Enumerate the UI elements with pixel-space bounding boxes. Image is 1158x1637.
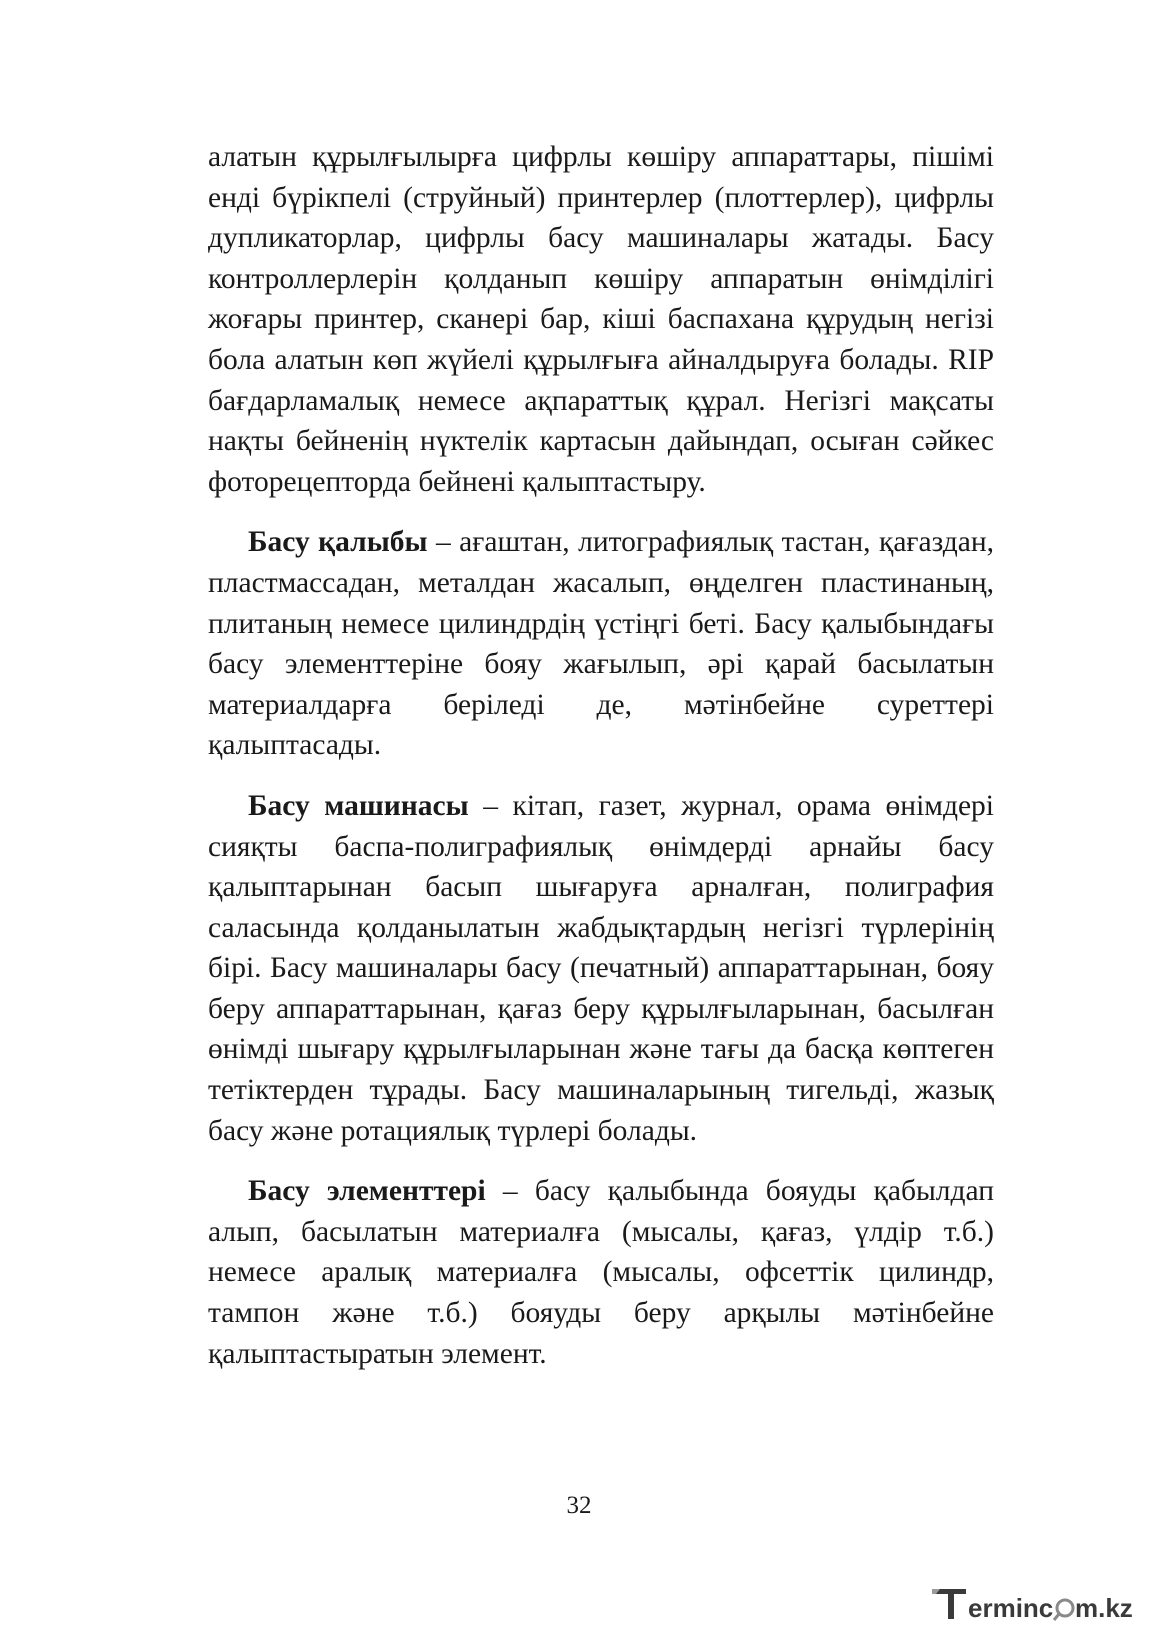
definition-term: Басу қалыбы bbox=[248, 526, 428, 559]
definition-text: кітап, газет, журнал, орама өнімдері сияқты баспа-полиграфиялық өнімдерді арнайы басу қалыптарынан басып шығаруға арналған, полиграфия саласында қолданылатын жабдықтардың негізгі түрлерінің бірі. Басу машиналары басу (печатный) аппараттарынан, бояу беру аппараттарынан, қағаз беру құрылғыларынан, басылған өнімді шығару құрылғыларынан және тағы да басқа көптеген тетіктерден тұрады. Басу машиналарының тигельді, жазық басу және ротациялық түрлері болады. bbox=[208, 789, 994, 1147]
definition-dash: – bbox=[427, 526, 460, 559]
definition-term: Басу машинасы bbox=[248, 789, 469, 822]
definition-basu-mashinasy bbox=[208, 786, 994, 1151]
page-number: 32 bbox=[566, 1492, 592, 1519]
definition-basu-elementteri bbox=[208, 1171, 994, 1374]
definition-dash: – bbox=[468, 789, 513, 822]
definition-term: Басу элементтері bbox=[248, 1175, 486, 1208]
page-body bbox=[208, 137, 994, 1374]
svg-text:m.kz: m.kz bbox=[1075, 1593, 1133, 1623]
definition-text: басу қалыбында бояуды қабылдап алып, басылатын материалға (мысалы, қағаз, үлдір т.б.) немесе аралық материалға (мысалы, офсеттік цилиндр, тампон және т.б.) бояуды беру арқылы мәтінбейне қалыптастыратын элемент. bbox=[208, 1175, 994, 1370]
definition-dash: – bbox=[485, 1175, 535, 1208]
definition-basu-kalyby bbox=[208, 522, 994, 766]
svg-text:erminc: erminc bbox=[968, 1593, 1054, 1623]
definition-text: ағаштан, литографиялық тастан, қағаздан, пластмассадан, металдан жасалып, өңделген пластинаның, плитаның немесе цилиндрдің үстіңгі беті. Басу қалыбындағы басу элементтеріне бояу жағылып, әрі қарай басылатын материалдарға беріледі де, мәтінбейне суреттері қалыптасады. bbox=[208, 526, 995, 762]
paragraph-continuation bbox=[208, 137, 994, 502]
termincom-logo-icon bbox=[932, 1579, 1142, 1627]
paragraph-text: алатын құрылғылырға цифрлы көшіру аппараттары, пішімі енді бүрікпелі (струйный) принтерлер (плоттерлер), цифрлы дупликаторлар, цифрлы басу машиналары жатады. Басу контроллерлерін қолданып көшіру аппаратын өнімділігі жоғары принтер, сканері бар, кіші баспахана құрудың негізі бола алатын көп жүйелі құрылғыға айналдыруға болады. RIP бағдарламалық немесе ақпараттық құрал. Негізгі мақсаты нақты бейненің нүктелік картасын дайындап, осыған сәйкес фоторецепторда бейнені қалыптастыру. bbox=[208, 141, 994, 498]
